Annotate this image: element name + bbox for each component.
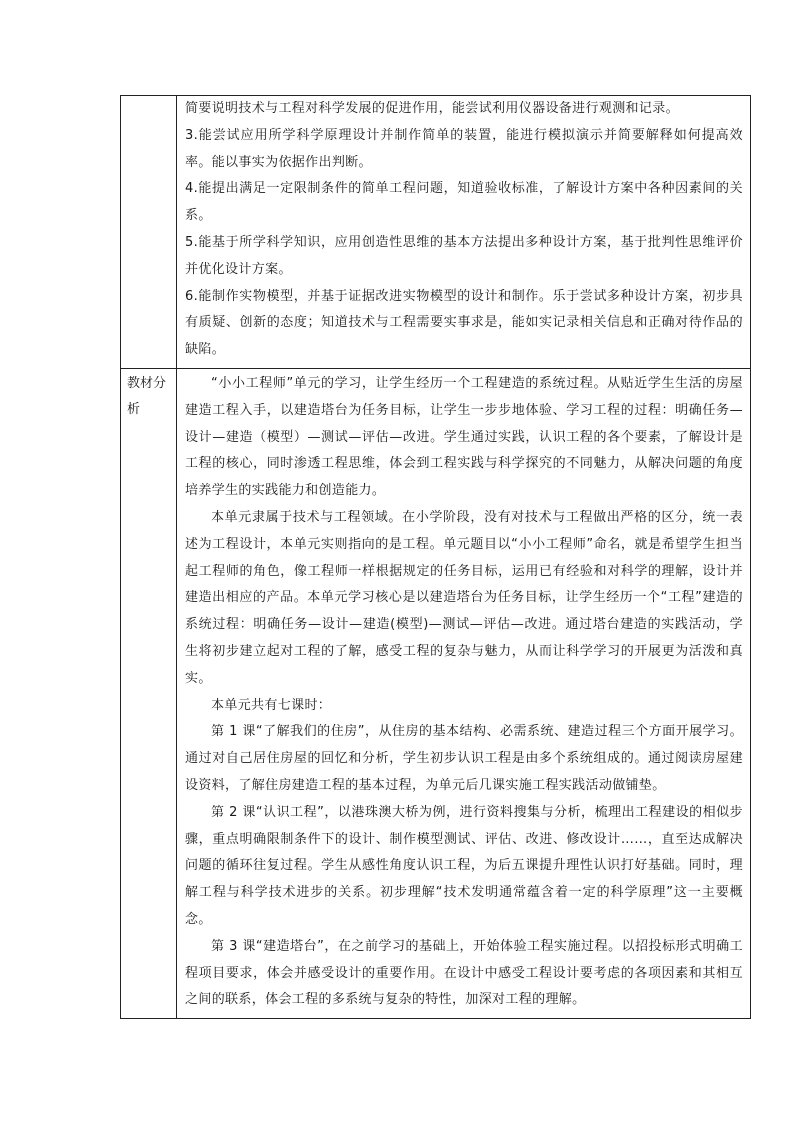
row-label bbox=[121, 96, 176, 98]
paragraph: 本单元隶属于技术与工程领域。在小学阶段，没有对技术与工程做出严格的区分，统一表述为工程设计，本单元实则指向的是工程。单元题目以“小小工程师”命名，就是希望学生担当起工程师的角色，像工程师一样根据规定的任务目标，运用已有经验和对科学的理解，设计并建造出相应的产品。本单元学习核心是以建造塔台为任务目标，让学生经历一个“工程”建造的系统过程：明确任务—设计—建造(模型)—测试—评估—改进。通过塔台建造的实践活动，学生将初步建立起对工程的了解，感受工程的复杂与魅力，从而让科学学习的开展更为活泼和真实。 bbox=[185, 509, 743, 686]
row-label-cell bbox=[121, 96, 177, 369]
table-row bbox=[121, 368, 751, 1018]
paragraph: 6.能制作实物模型，并基于证据改进实物模型的设计和制作。乐于尝试多种设计方案，初步具有质疑、创新的态度；知道技术与工程需要实事求是，能如实记录相关信息和正确对待作品的缺陷。 bbox=[185, 288, 743, 358]
paragraph: 4.能提出满足一定限制条件的简单工程问题，知道验收标准，了解设计方案中各种因素间的关系。 bbox=[185, 181, 743, 224]
row-label-cell bbox=[121, 368, 177, 1018]
paragraph: 简要说明技术与工程对科学发展的促进作用，能尝试利用仪器设备进行观测和记录。 bbox=[185, 101, 679, 116]
paragraph: 第 1 课“了解我们的住房”，从住房的基本结构、必需系统、建造过程三个方面开展学习。通过对自己居住房屋的回忆和分析，学生初步认识工程是由多个系统组成的。通过阅读房屋建设资料，了解住房建造工程的基本过程，为单元后几课实施工程实践活动做铺垫。 bbox=[185, 724, 743, 793]
row-label: 教材分析 bbox=[127, 375, 167, 417]
row-content-cell bbox=[177, 96, 751, 369]
paragraph: 本单元共有七课时： bbox=[211, 697, 332, 713]
table-row bbox=[121, 96, 751, 369]
textbook-analysis-text bbox=[177, 369, 750, 1018]
content-table bbox=[120, 95, 751, 1019]
paragraph: 3.能尝试应用所学科学原理设计并制作简单的装置，能进行模拟演示并简要解释如何提高效率。能以事实为依据作出判断。 bbox=[185, 127, 743, 170]
row-content-cell bbox=[177, 368, 751, 1018]
paragraph: 5.能基于所学科学知识，应用创造性思维的基本方法提出多种设计方案，基于批判性思维评价并优化设计方案。 bbox=[185, 234, 743, 277]
paragraph: “小小工程师”单元的学习，让学生经历一个工程建造的系统过程。从贴近学生生活的房屋建造工程入手，以建造塔台为任务目标，让学生一步步地体验、学习工程的过程：明确任务—设计—建造（模型）—测试—评估—改进。学生通过实践，认识工程的各个要素，了解设计是工程的核心，同时渗透工程思维，体会到工程实践与科学探究的不同魅力，从解决问题的角度培养学生的实践能力和创造能力。 bbox=[185, 375, 743, 499]
paragraph: 第 3 课“建造塔台”，在之前学习的基础上，开始体验工程实施过程。以招投标形式明确工程项目要求，体会并感受设计的重要作用。在设计中感受工程设计要考虑的各项因素和其相互之间的联系，体会工程的多系统与复杂的特性，加深对工程的理解。 bbox=[185, 938, 743, 1008]
objectives-text bbox=[177, 96, 750, 368]
paragraph: 第 2 课“认识工程”，以港珠澳大桥为例，进行资料搜集与分析，梳理出工程建设的相似步骤，重点明确限制条件下的设计、制作模型测试、评估、改进、修改设计……，直至达成解决问题的循环往复过程。学生从感性角度认识工程，为后五课提升理性认识打好基础。同时，理解工程与科学技术进步的关系。初步理解“技术发明通常蕴含着一定的科学原理”这一主要概念。 bbox=[185, 804, 743, 927]
